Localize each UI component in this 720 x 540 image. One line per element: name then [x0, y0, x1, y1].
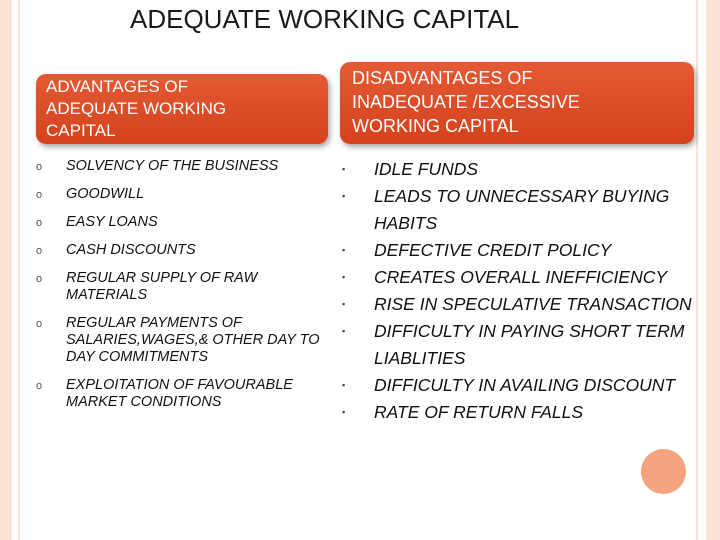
- circle-bullet-icon: o: [36, 161, 43, 173]
- decorative-circle: [641, 449, 686, 494]
- list-item-text: SOLVENCY OF THE BUSINESS: [66, 158, 279, 174]
- list-item-text: REGULAR PAYMENTS OF SALARIES,WAGES,& OTHER DAY TO DAY COMMITMENTS: [66, 315, 320, 365]
- list-item: [36, 158, 326, 175]
- list-item: [336, 156, 712, 183]
- list-item-text: DEFECTIVE CREDIT POLICY: [374, 240, 612, 260]
- list-item: [36, 186, 326, 203]
- list-item-text: GOODWILL: [66, 186, 145, 202]
- advantages-heading-box: [36, 74, 328, 144]
- list-item-text: LEADS TO UNNECESSARY BUYING HABITS: [374, 186, 670, 233]
- list-item: [336, 183, 712, 237]
- list-item-text: CREATES OVERALL INEFFICIENCY: [374, 267, 668, 287]
- square-bullet-icon: ▪: [342, 407, 346, 417]
- list-item: [36, 242, 326, 259]
- list-item: [36, 270, 326, 304]
- square-bullet-icon: ▪: [342, 299, 346, 309]
- disadvantages-list: [336, 156, 712, 426]
- advantages-heading: ADVANTAGES OF ADEQUATE WORKING CAPITAL: [46, 77, 227, 140]
- square-bullet-icon: ▪: [342, 380, 346, 390]
- slide-frame-left: [0, 0, 12, 540]
- list-item: [336, 237, 712, 264]
- list-item-text: REGULAR SUPPLY OF RAW MATERIALS: [66, 270, 258, 303]
- square-bullet-icon: ▪: [342, 272, 346, 282]
- square-bullet-icon: ▪: [342, 245, 346, 255]
- list-item-text: CASH DISCOUNTS: [66, 242, 196, 258]
- list-item: [36, 377, 326, 411]
- square-bullet-icon: ▪: [342, 191, 346, 201]
- circle-bullet-icon: o: [36, 245, 43, 257]
- list-item-text: EXPLOITATION OF FAVOURABLE MARKET CONDITIONS: [66, 377, 293, 410]
- advantages-list: [36, 158, 326, 422]
- list-item-text: RISE IN SPECULATIVE TRANSACTION: [374, 294, 692, 314]
- list-item-text: IDLE FUNDS: [374, 159, 479, 179]
- list-item-text: DIFFICULTY IN AVAILING DISCOUNT: [374, 375, 676, 395]
- list-item: [336, 264, 712, 291]
- disadvantages-heading: DISADVANTAGES OF INADEQUATE /EXCESSIVE WORKING CAPITAL: [352, 68, 580, 136]
- list-item: [36, 315, 326, 366]
- slide-title: ADEQUATE WORKING CAPITAL: [130, 4, 520, 34]
- list-item: [36, 214, 326, 231]
- list-item-text: EASY LOANS: [66, 214, 158, 230]
- circle-bullet-icon: o: [36, 273, 43, 285]
- circle-bullet-icon: o: [36, 217, 43, 229]
- list-item: [336, 399, 712, 426]
- slide-frame-left-line: [18, 0, 20, 540]
- circle-bullet-icon: o: [36, 380, 43, 392]
- circle-bullet-icon: o: [36, 318, 43, 330]
- list-item: [336, 318, 712, 372]
- list-item-text: DIFFICULTY IN PAYING SHORT TERM LIABLITIES: [374, 321, 685, 368]
- list-item-text: RATE OF RETURN FALLS: [374, 402, 584, 422]
- list-item: [336, 291, 712, 318]
- square-bullet-icon: ▪: [342, 164, 346, 174]
- square-bullet-icon: ▪: [342, 326, 346, 336]
- circle-bullet-icon: o: [36, 189, 43, 201]
- list-item: [336, 372, 712, 399]
- disadvantages-heading-box: [340, 62, 694, 144]
